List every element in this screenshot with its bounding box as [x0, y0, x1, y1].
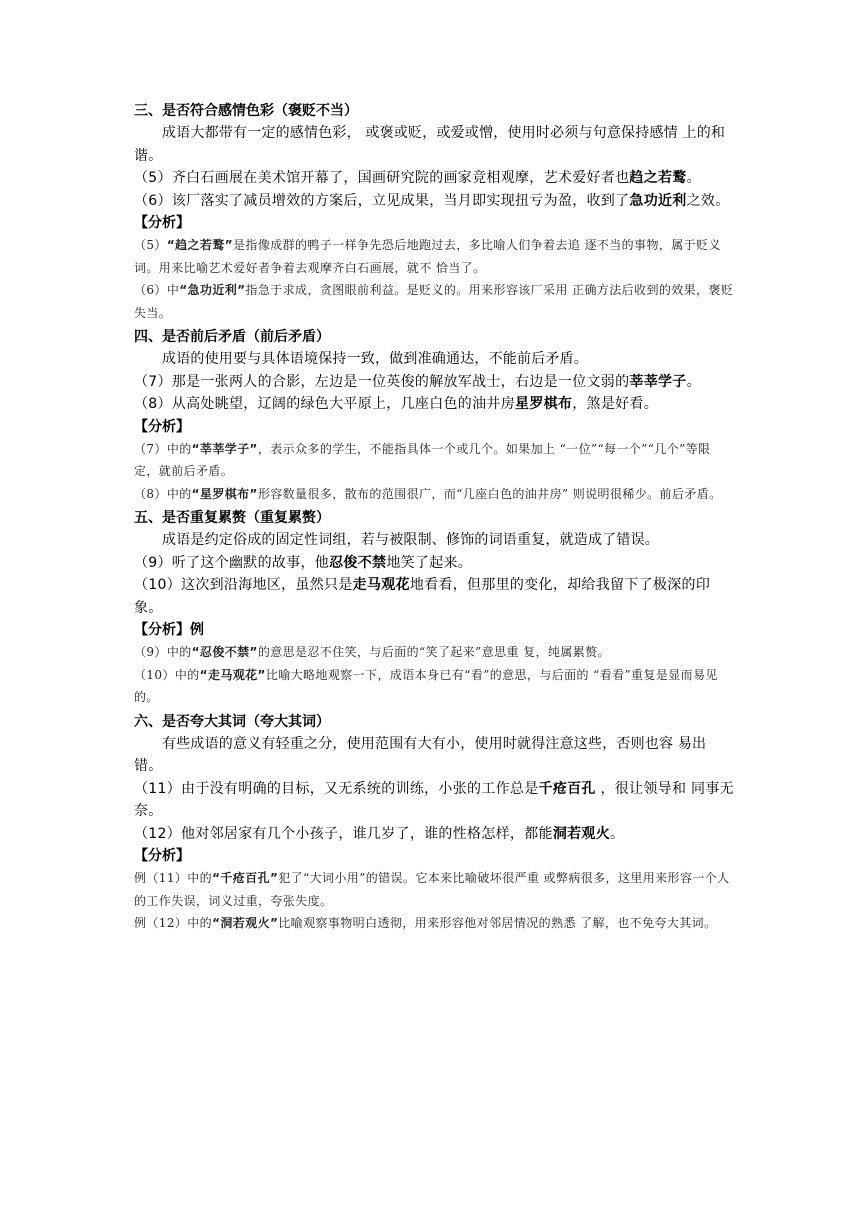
analysis-label: 【分析】例 [134, 622, 204, 638]
idiom-highlight: “莘莘学子” [191, 441, 258, 456]
analysis-text: （5）“趋之若鹜”是指像成群的鸭子一样争先恐后地跑过去，多比喻人们争着去追 逐不当的事物，属于贬义词。用来比喻艺术爱好者争着去观摩齐白石画展，就不 恰当了。 [134, 238, 721, 275]
idiom-highlight: “忍俊不禁” [191, 645, 258, 659]
idiom-highlight: “急功近利” [179, 283, 246, 297]
idiom-highlight: “趋之若鹜” [166, 238, 234, 252]
analysis-text: 例（12）中的“洞若观火”比喻观察事物明白透彻，用来形容他对邻居情况的熟悉 了解，也不免夸大其词。 [134, 916, 717, 930]
document-page [134, 100, 734, 935]
section-intro: 有些成语的意义有轻重之分，使用范围有大有小，使用时就得注意这些，否则也容 易出错。 [134, 735, 707, 774]
section-heading: 四、是否前后矛盾（前后矛盾） [134, 329, 330, 345]
analysis-label: 【分析】 [134, 848, 190, 864]
section-intro: 成语大都带有一定的感情色彩， 或褒或贬，或爱或憎，使用时必须与句意保持感情 上的和谐。 [134, 125, 726, 164]
idiom-highlight: 忍俊不禁 [329, 554, 387, 571]
example-sentence: （7）那是一张两人的合影，左边是一位英俊的解放军战士，右边是一位文弱的莘莘学子。 [134, 373, 701, 390]
example-sentence: （12）他对邻居家有几个小孩子，谁几岁了，谁的性格怎样，都能洞若观火。 [134, 825, 625, 842]
section-redundancy [134, 507, 734, 709]
section-heading: 六、是否夸大其词（夸大其词） [134, 713, 330, 730]
idiom-highlight: 莘莘学子 [629, 373, 687, 390]
idiom-highlight: 千疮百孔 [538, 780, 596, 797]
idiom-highlight: 洞若观火 [552, 825, 611, 842]
analysis-text: （7）中的“莘莘学子”，表示众多的学生，不能指具体一个或几个。如果加上 “一位”“每一个”“几个”等限定，就前后矛盾。 [134, 441, 711, 478]
example-sentence: （5）齐白石画展在美术馆开幕了，国画研究院的画家竞相观摩，艺术爱好者也趋之若鹜。 [134, 170, 701, 186]
idiom-highlight: “走马观花” [199, 667, 266, 682]
section-emotional-color [134, 100, 734, 324]
idiom-highlight: “千疮百孔” [212, 871, 279, 885]
section-intro: 成语的使用要与具体语境保持一致，做到准确通达，不能前后矛盾。 [162, 351, 588, 367]
analysis-label: 【分析】 [134, 215, 190, 231]
analysis-text: （9）中的“忍俊不禁”的意思是忍不住笑，与后面的“笑了起来”意思重 复，纯属累赘。 [134, 645, 610, 659]
section-exaggeration [134, 711, 734, 935]
idiom-highlight: 急功近利 [629, 192, 687, 209]
idiom-highlight: 趋之若鹜 [629, 170, 687, 186]
section-heading: 三、是否符合感情色彩（褒贬不当） [134, 103, 358, 119]
idiom-highlight: “星罗棋布” [191, 486, 258, 501]
section-contradiction [134, 326, 734, 505]
example-sentence: （10）这次到沿海地区，虽然只是走马观花地看看，但那里的变化，却给我留下了极深的印象。 [134, 577, 711, 616]
idiom-highlight: 走马观花 [352, 577, 410, 593]
analysis-text: （10）中的“走马观花”比喻大略地观察一下，成语本身已有“看”的意思，与后面的 “看看”重复是显而易见的。 [134, 667, 718, 704]
section-heading: 五、是否重复累赘（重复累赘） [134, 510, 330, 526]
analysis-text: 例（11）中的“千疮百孔”犯了“大词小用”的错误。它本来比喻破坏很严重 或弊病很多，这里用来形容一个人的工作失误，词义过重，夸张失度。 [134, 871, 730, 908]
idiom-highlight: 星罗棋布 [515, 396, 573, 412]
example-sentence: （9）听了这个幽默的故事，他忍俊不禁地笑了起来。 [134, 554, 473, 571]
example-sentence: （11）由于没有明确的目标，又无系统的训练，小张的工作总是千疮百孔 ，很让领导和 同事无奈。 [134, 780, 734, 819]
analysis-label: 【分析】 [134, 418, 190, 435]
example-sentence: （8）从高处眺望，辽阔的绿色大平原上，几座白色的油井房星罗棋布，煞是好看。 [134, 396, 659, 412]
idiom-highlight: “洞若观火” [212, 916, 279, 930]
analysis-text: （8）中的“星罗棋布”形容数量很多，散布的范围很广，而“几座白色的油井房” 则说明很稀少。前后矛盾。 [134, 486, 722, 501]
example-sentence: （6）该厂落实了减员增效的方案后，立见成果，当月即实现扭亏为盈，收到了急功近利之效。 [134, 192, 730, 209]
section-intro: 成语是约定俗成的固定性词组，若与被限制、修饰的词语重复，就造成了错误。 [162, 532, 659, 548]
analysis-text: （6）中“急功近利”指急于求成，贪图眼前利益。是贬义的。用来形容该厂采用 正确方法后收到的效果，褒贬失当。 [134, 283, 734, 320]
